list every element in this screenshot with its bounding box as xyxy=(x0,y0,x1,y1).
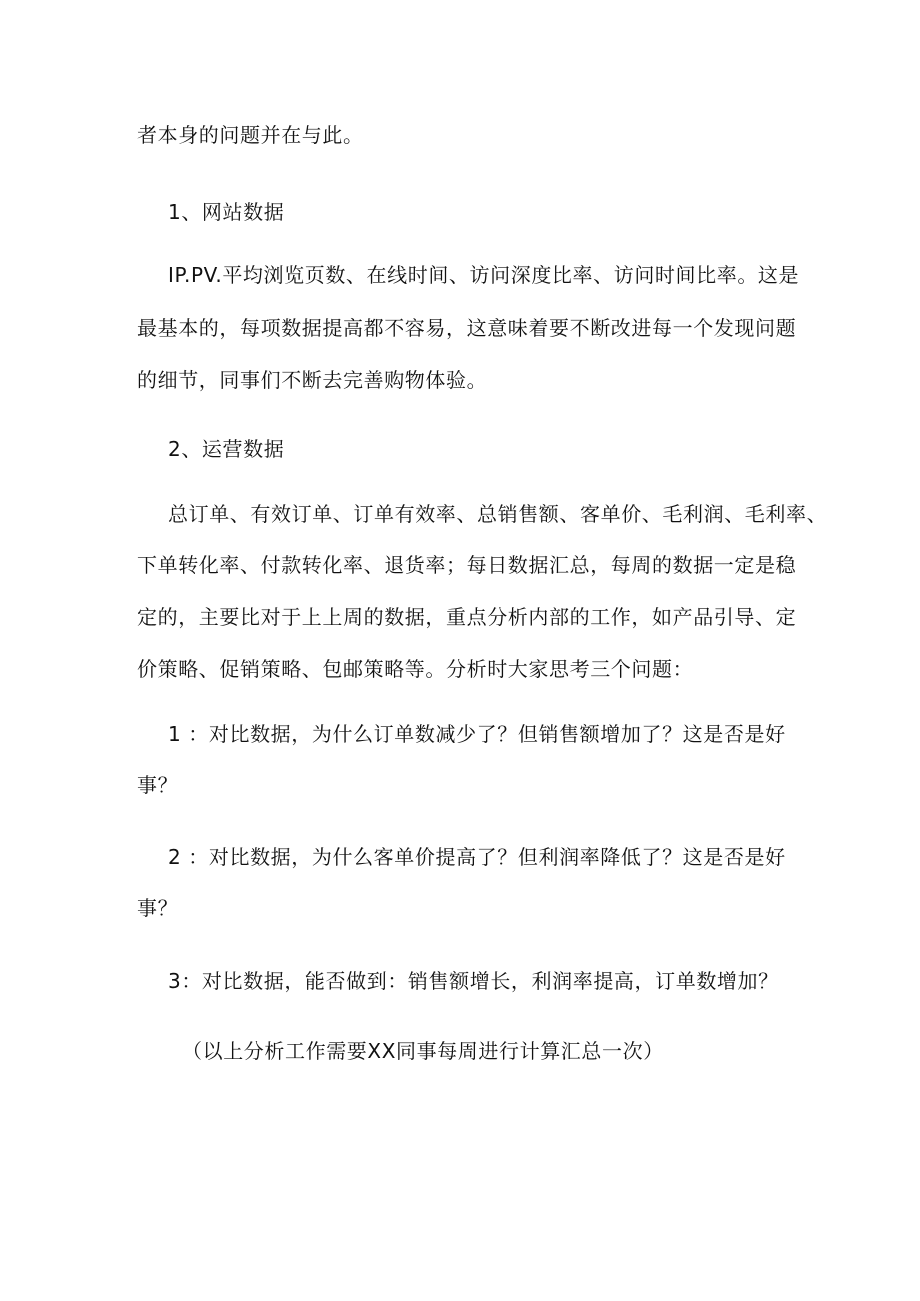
section-heading-operation-data: 2、运营数据 xyxy=(168,437,285,461)
operation-data-line-2: 下单转化率、付款转化率、退货率；每日数据汇总，每周的数据一定是稳 xyxy=(137,553,797,577)
question-2-line-2: 事？ xyxy=(137,896,179,920)
section-heading-website-data: 1、网站数据 xyxy=(168,200,285,224)
question-3: 3：对比数据，能否做到：销售额增长，利润率提高，订单数增加？ xyxy=(168,969,779,993)
analysis-note: （以上分析工作需要XX同事每周进行计算汇总一次） xyxy=(182,1039,664,1063)
operation-data-line-4: 价策略、促销策略、包邮策略等。分析时大家思考三个问题： xyxy=(137,657,694,681)
paragraph-continuation: 者本身的问题并在与此。 xyxy=(137,123,364,147)
operation-data-line-1: 总订单、有效订单、订单有效率、总销售额、客单价、毛利润、毛利率、 xyxy=(168,502,828,526)
operation-data-line-3: 定的，主要比对于上上周的数据，重点分析内部的工作，如产品引导、定 xyxy=(137,605,797,629)
website-data-line-2: 最基本的，每项数据提高都不容易，这意味着要不断改进每一个发现问题 xyxy=(137,316,797,340)
question-1-line-1: 1 ：对比数据，为什么订单数减少了？但销售额增加了？这是否是好 xyxy=(168,722,786,746)
website-data-line-1: IP.PV.平均浏览页数、在线时间、访问深度比率、访问时间比率。这是 xyxy=(168,263,800,287)
question-1-line-2: 事？ xyxy=(137,773,179,797)
question-2-line-1: 2 ：对比数据，为什么客单价提高了？但利润率降低了？这是否是好 xyxy=(168,845,786,869)
website-data-line-3: 的细节，同事们不断去完善购物体验。 xyxy=(137,368,488,392)
